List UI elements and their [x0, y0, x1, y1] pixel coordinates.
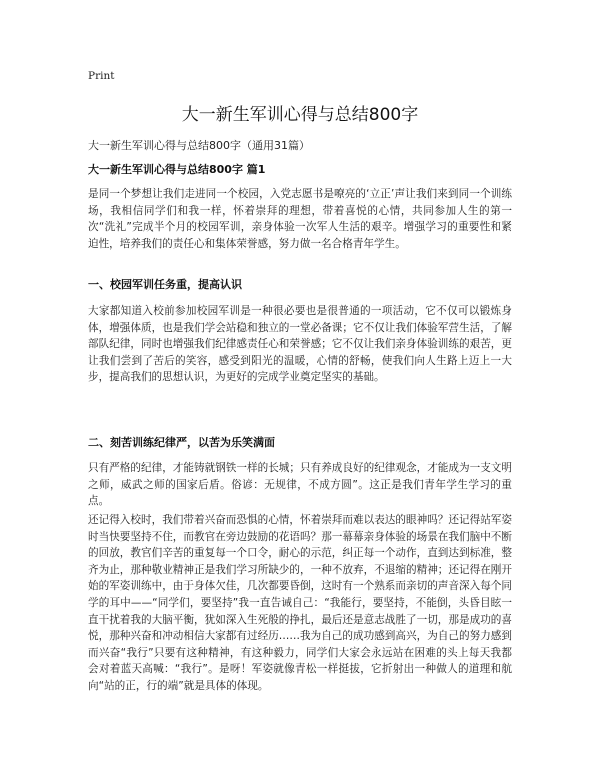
heading-training-task: 一、校园军训任务重，提高认识 — [88, 278, 242, 291]
section-title: 大一新生军训心得与总结800字 篇1 — [88, 163, 266, 176]
heading-discipline: 二、刻苦训练纪律严，以苦为乐笑满面 — [88, 436, 275, 449]
paragraph-discipline: 只有严格的纪律，才能铸就钢铁一样的长城；只有养成良好的纪律观念，才能成为一支文明之师，威武之师的国家后盾。俗谚：无规律，不成方圆”。这正是我们青年学生学习的重点。 — [88, 462, 512, 508]
paragraph-training-task: 大家都知道入校前参加校园军训是一种很必要也是很普通的一项活动，它不仅可以锻炼身体，增强体质，也是我们学会站稳和独立的一堂必备课；它不仅让我们体验军营生活，了解部队纪律，同时也增强我们纪律感责任心和荣誉感；它不仅让我们亲身体验训练的艰苦，更让我们尝到了苦后的笑容，感受到阳光的温暖，心情的舒畅，使我们向人生路上迈上一大步，提高我们的思想认识，为更好的完成学业奠定坚实的基础。 — [88, 305, 512, 384]
document-subtitle: 大一新生军训心得与总结800字（通用31篇） — [88, 139, 310, 152]
paragraph-memories: 还记得入校时，我们带着兴奋而恐惧的心情，怀着崇拜而难以表达的眼神吗？还记得站军姿时当快要坚持不住，而教官在旁边鼓励的花语吗？那一幕幕亲身体验的场景在我们脑中不断的回放，教官们辛苦的重复每一个口令，耐心的示范，纠正每一个动作，直到达到标准，整齐为止，那种敬业精神正是我们学习所缺少的，一种不放弃，不退缩的精神；还记得在刚开始的军姿训练中，由于身体欠佳，几次都要昏倒，这时有一个熟系而亲切的声音深入每个同学的耳中——“同学们，要坚持”我一直告诫自己：“我能行，要坚持，不能倒，头昏目眩一直干扰着我的大脑平衡，犹如深入生死般的挣扎，最后还是意志战胜了一切，那是成功的喜悦，那种兴奋和冲动相信大家都有过经历……我为自己的成功感到高兴，为自己的努力感到而兴奋“我行”只要有这种精神，有这种毅力，同学们大家会永远站在困难的头上每天我都会对着蓝天高喊：“我行”。是呀！军姿就像青松一样挺拔，它折射出一种做人的道理和航向“站的正，行的端”就是具体的体现。 — [88, 514, 512, 692]
page-title: 大一新生军训心得与总结800字 — [181, 105, 419, 125]
print-link[interactable]: Print — [88, 70, 115, 82]
paragraph-intro: 是同一个梦想让我们走进同一个校园，入党志愿书是嘹亮的‘立正’声让我们来到同一个训练场，我相信同学们和我一样，怀着崇拜的理想，带着喜悦的心情，共同参加人生的第一次“洗礼”完成半个月的校园军训，亲身体验一次军人生活的艰辛。增强学习的重要性和紧迫性，培养我们的责任心和集体荣誉感，努力做一名合格青年学生。 — [88, 188, 512, 250]
